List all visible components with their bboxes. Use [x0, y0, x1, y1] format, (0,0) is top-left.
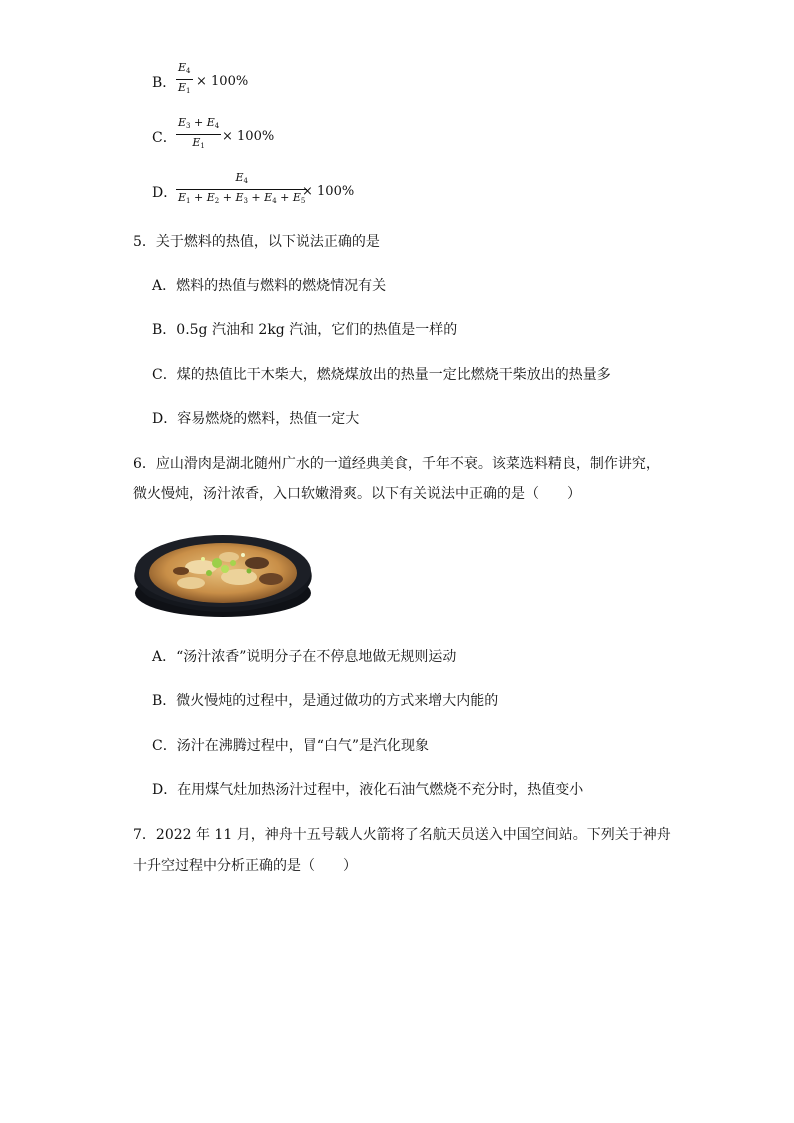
- question-6-option-d: D．在用煤气灶加热汤汁过程中，液化石油气燃烧不充分时，热值变小: [152, 782, 584, 798]
- fraction-numerator: $E_4$: [178, 61, 191, 75]
- question-6-option-c: C．汤汁在沸腾过程中，冒“白气”是汽化现象: [152, 738, 430, 754]
- question-7-stem-line-2: 十升空过程中分析正确的是（ ）: [133, 858, 357, 874]
- option-c-label: C．: [152, 130, 177, 146]
- fraction-bar: [176, 134, 221, 135]
- option-b-multiplier: × 100%: [196, 74, 249, 89]
- question-6-stem-line-1: 6．应山滑肉是湖北随州广水的一道经典美食，千年不衰。该菜选料精良，制作讲究，: [133, 456, 660, 472]
- braised-pork-clay-pot-image: [131, 527, 315, 619]
- fraction-denominator: $E_1$: [192, 136, 205, 150]
- question-5-option-c: C．煤的热值比干木柴大，燃烧煤放出的热量一定比燃烧干柴放出的热量多: [152, 367, 611, 383]
- fraction-numerator: $E_3 + E_4$: [178, 116, 220, 130]
- option-d-multiplier: × 100%: [302, 184, 355, 199]
- option-c-multiplier: × 100%: [222, 129, 275, 144]
- fraction-bar: [176, 79, 193, 80]
- question-5-stem: 5．关于燃料的热值，以下说法正确的是: [133, 234, 380, 250]
- fraction-denominator: $E_1 + E_2 + E_3 + E_4 + E_5$: [178, 191, 306, 205]
- fraction-denominator: $E_1$: [178, 81, 191, 95]
- question-5-option-a: A．燃料的热值与燃料的燃烧情况有关: [152, 278, 387, 294]
- option-c-fraction: [176, 116, 221, 153]
- option-b-label: B．: [152, 75, 177, 91]
- option-b-fraction: [176, 61, 193, 98]
- fraction-bar: [176, 189, 307, 190]
- fraction-numerator: $E_4$: [235, 171, 248, 185]
- question-6-option-b: B．微火慢炖的过程中，是通过做功的方式来增大内能的: [152, 693, 499, 709]
- question-6-stem-line-2: 微火慢炖，汤汁浓香，入口软嫩滑爽。以下有关说法中正确的是（ ）: [133, 486, 581, 502]
- option-d-fraction: [176, 171, 307, 208]
- question-5-option-b: B．0.5g 汽油和 2kg 汽油，它们的热值是一样的: [152, 322, 458, 338]
- question-6-option-a: A．“汤汁浓香”说明分子在不停息地做无规则运动: [152, 649, 457, 665]
- question-5-option-d: D．容易燃烧的燃料，热值一定大: [152, 411, 360, 427]
- question-7-stem-line-1: 7．2022 年 11 月，神舟十五号载人火箭将了名航天员送入中国空间站。下列关于神舟: [133, 827, 671, 843]
- option-d-label: D．: [152, 185, 178, 201]
